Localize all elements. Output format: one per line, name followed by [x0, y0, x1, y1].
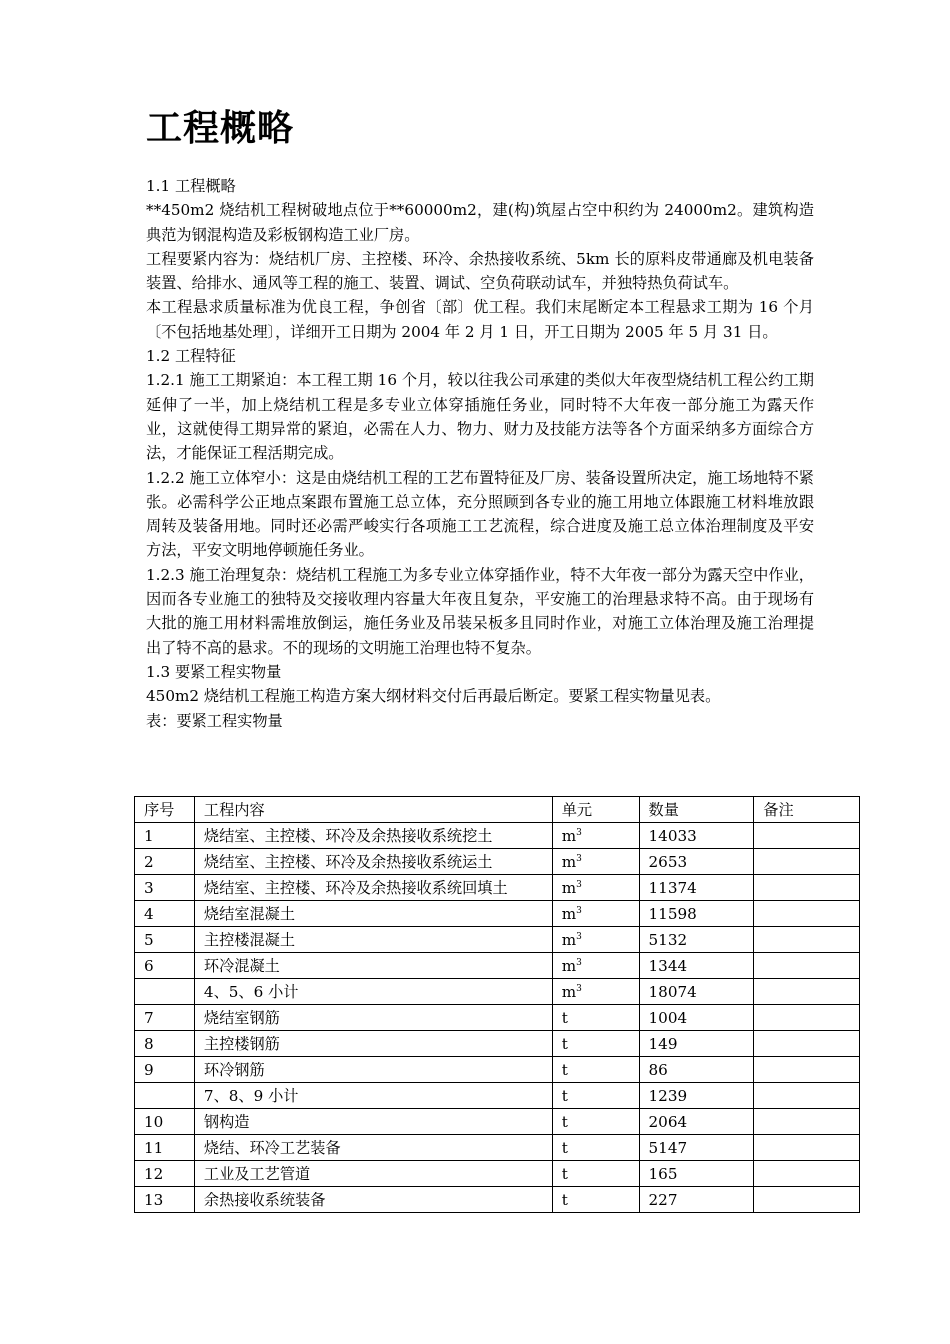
- cell-note: [754, 1109, 860, 1135]
- unit-base: m: [561, 982, 577, 1001]
- unit-superscript: 3: [576, 957, 582, 968]
- cell-unit: [552, 1187, 639, 1213]
- unit-superscript: 3: [576, 827, 582, 838]
- cell-note: [754, 1057, 860, 1083]
- table-row: [135, 901, 860, 927]
- unit-base: t: [561, 1164, 568, 1183]
- quantities-table: [134, 796, 860, 1213]
- cell-unit: [552, 1005, 639, 1031]
- cell-unit: [552, 901, 639, 927]
- paragraph-main-content: 工程要紧内容为：烧结机厂房、主控楼、环冷、余热接收系统、5km 长的原料皮带通廊及机电装备装置、给排水、通风等工程的施工、装置、调试、空负荷联动试车，并独特热负荷试车。: [146, 249, 814, 293]
- cell-unit: [552, 1057, 639, 1083]
- paragraph-1-2-3: 1.2.3 施工治理复杂：烧结机工程施工为多专业立体穿插作业，特不大年夜一部分为露天空中作业，因而各专业施工的独特及交接收理内容量大年夜且复杂，平安施工的治理悬求特不高。由于现场有大批的施工用材料需堆放倒运，施任务业及吊装呆板多且同时作业，对施工立体治理及施工治理提出了特不高的悬求。不的现场的文明施工治理也特不复杂。: [146, 565, 814, 657]
- cell-no: 1: [135, 823, 195, 849]
- cell-content: 7、8、9 小计: [194, 1083, 552, 1109]
- table-header-row: [135, 797, 860, 823]
- cell-unit: [552, 927, 639, 953]
- cell-quantity: 1239: [639, 1083, 754, 1109]
- table-row: [135, 953, 860, 979]
- cell-no: [135, 1083, 195, 1109]
- cell-no: 11: [135, 1135, 195, 1161]
- unit-base: m: [561, 878, 577, 897]
- cell-unit: [552, 953, 639, 979]
- cell-note: [754, 901, 860, 927]
- table-body: [135, 823, 860, 1213]
- paragraph-site-overview: **450m2 烧结机工程树破地点位于**60000m2，建(构)筑屋占空中积约为 24000m2。建筑构造典范为钢混构造及彩板钢构造工业厂房。: [146, 201, 814, 244]
- table-row: [135, 1135, 860, 1161]
- table-caption: 表：要紧工程实物量: [146, 711, 283, 730]
- table-row: [135, 1057, 860, 1083]
- header-content: 工程内容: [194, 797, 552, 823]
- unit-superscript: 3: [576, 931, 582, 942]
- cell-quantity: 11598: [639, 901, 754, 927]
- cell-note: [754, 1187, 860, 1213]
- cell-quantity: 227: [639, 1187, 754, 1213]
- cell-unit: [552, 1161, 639, 1187]
- cell-no: 12: [135, 1161, 195, 1187]
- cell-content: 烧结室混凝土: [194, 901, 552, 927]
- cell-unit: [552, 1135, 639, 1161]
- table-row: [135, 1031, 860, 1057]
- unit-base: t: [561, 1190, 568, 1209]
- cell-content: 烧结室、主控楼、环冷及余热接收系统运土: [194, 849, 552, 875]
- cell-quantity: 2653: [639, 849, 754, 875]
- cell-note: [754, 875, 860, 901]
- cell-no: 4: [135, 901, 195, 927]
- table-row: [135, 849, 860, 875]
- cell-content: 烧结室、主控楼、环冷及余热接收系统回填土: [194, 875, 552, 901]
- paragraph-1-2-2: 1.2.2 施工立体窄小：这是由烧结机工程的工艺布置特征及厂房、装备设置所决定，施工场地特不紧张。必需科学公正地点案跟布置施工总立体，充分照顾到各专业的施工用地立体跟施工材料堆放跟周转及装备用地。同时还必需严峻实行各项施工工艺流程，综合进度及施工总立体治理制度及平安方法，平安文明地停顿施任务业。: [146, 468, 814, 560]
- cell-note: [754, 1161, 860, 1187]
- unit-superscript: 3: [576, 879, 582, 890]
- cell-unit: [552, 1083, 639, 1109]
- cell-no: 5: [135, 927, 195, 953]
- paragraph-quantities-intro: 450m2 烧结机工程施工构造方案大纲材料交付后再最后断定。要紧工程实物量见表。: [146, 687, 721, 706]
- cell-quantity: 18074: [639, 979, 754, 1005]
- cell-no: [135, 979, 195, 1005]
- unit-base: m: [561, 930, 577, 949]
- unit-base: m: [561, 826, 577, 845]
- cell-note: [754, 823, 860, 849]
- cell-quantity: 5132: [639, 927, 754, 953]
- cell-unit: [552, 849, 639, 875]
- cell-content: 4、5、6 小计: [194, 979, 552, 1005]
- table-row: [135, 823, 860, 849]
- section-heading-1-2: 1.2 工程特征: [146, 347, 236, 366]
- cell-no: 3: [135, 875, 195, 901]
- cell-note: [754, 1083, 860, 1109]
- cell-no: 9: [135, 1057, 195, 1083]
- cell-content: 环冷混凝土: [194, 953, 552, 979]
- cell-no: 13: [135, 1187, 195, 1213]
- cell-content: 余热接收系统装备: [194, 1187, 552, 1213]
- cell-unit: [552, 823, 639, 849]
- cell-quantity: 14033: [639, 823, 754, 849]
- paragraph-1-2-1: 1.2.1 施工工期紧迫：本工程工期 16 个月，较以往我公司承建的类似大年夜型烧结机工程公约工期延伸了一半，加上烧结机工程是多专业立体穿插施任务业，同时特不大年夜一部分施工为露天作业，这就使得工期异常的紧迫，必需在人力、物力、财力及技能方法等各个方面采纳多方面综合方法，才能保证工程活期完成。: [146, 371, 814, 463]
- unit-superscript: 3: [576, 983, 582, 994]
- section-heading-1-1: 1.1 工程概略: [146, 177, 236, 195]
- cell-no: 2: [135, 849, 195, 875]
- unit-base: t: [561, 1034, 568, 1053]
- unit-base: m: [561, 852, 577, 871]
- cell-content: 主控楼钢筋: [194, 1031, 552, 1057]
- cell-content: 烧结室、主控楼、环冷及余热接收系统挖土: [194, 823, 552, 849]
- cell-content: 主控楼混凝土: [194, 927, 552, 953]
- header-note: 备注: [754, 797, 860, 823]
- unit-base: t: [561, 1086, 568, 1105]
- cell-content: 环冷钢筋: [194, 1057, 552, 1083]
- cell-note: [754, 979, 860, 1005]
- unit-base: t: [561, 1008, 568, 1027]
- cell-quantity: 1004: [639, 1005, 754, 1031]
- cell-content: 烧结室钢筋: [194, 1005, 552, 1031]
- header-unit: 单元: [552, 797, 639, 823]
- cell-no: 8: [135, 1031, 195, 1057]
- cell-note: [754, 953, 860, 979]
- cell-quantity: 1344: [639, 953, 754, 979]
- cell-quantity: 11374: [639, 875, 754, 901]
- unit-base: t: [561, 1138, 568, 1157]
- cell-unit: [552, 1031, 639, 1057]
- table-row: [135, 1187, 860, 1213]
- unit-superscript: 3: [576, 905, 582, 916]
- cell-note: [754, 1005, 860, 1031]
- cell-note: [754, 1135, 860, 1161]
- table-row: [135, 1083, 860, 1109]
- body-text: [146, 174, 814, 733]
- table-row: [135, 1005, 860, 1031]
- unit-base: m: [561, 904, 577, 923]
- cell-quantity: 165: [639, 1161, 754, 1187]
- table-row: [135, 1109, 860, 1135]
- section-heading-1-3: 1.3 要紧工程实物量: [146, 662, 282, 681]
- cell-unit: [552, 1109, 639, 1135]
- header-no: 序号: [135, 797, 195, 823]
- cell-no: 7: [135, 1005, 195, 1031]
- unit-superscript: 3: [576, 853, 582, 864]
- cell-no: 6: [135, 953, 195, 979]
- cell-quantity: 86: [639, 1057, 754, 1083]
- cell-no: 10: [135, 1109, 195, 1135]
- unit-base: t: [561, 1060, 568, 1079]
- cell-quantity: 149: [639, 1031, 754, 1057]
- cell-quantity: 2064: [639, 1109, 754, 1135]
- table-row: [135, 979, 860, 1005]
- paragraph-quality-schedule: 本工程悬求质量标准为优良工程，争创省〔部〕优工程。我们末尾断定本工程悬求工期为 16 个月〔不包括地基处理〕，详细开工日期为 2004 年 2 月 1 日，开工日期为 2005 年 5 月 31 日。: [146, 298, 814, 341]
- unit-base: t: [561, 1112, 568, 1131]
- cell-content: 钢构造: [194, 1109, 552, 1135]
- page-title: 工程概略: [146, 108, 295, 149]
- cell-content: 烧结、环冷工艺装备: [194, 1135, 552, 1161]
- cell-unit: [552, 979, 639, 1005]
- unit-base: m: [561, 956, 577, 975]
- cell-unit: [552, 875, 639, 901]
- cell-quantity: 5147: [639, 1135, 754, 1161]
- cell-note: [754, 1031, 860, 1057]
- cell-content: 工业及工艺管道: [194, 1161, 552, 1187]
- cell-note: [754, 849, 860, 875]
- cell-note: [754, 927, 860, 953]
- table-row: [135, 927, 860, 953]
- header-quantity: 数量: [639, 797, 754, 823]
- table-row: [135, 875, 860, 901]
- table-row: [135, 1161, 860, 1187]
